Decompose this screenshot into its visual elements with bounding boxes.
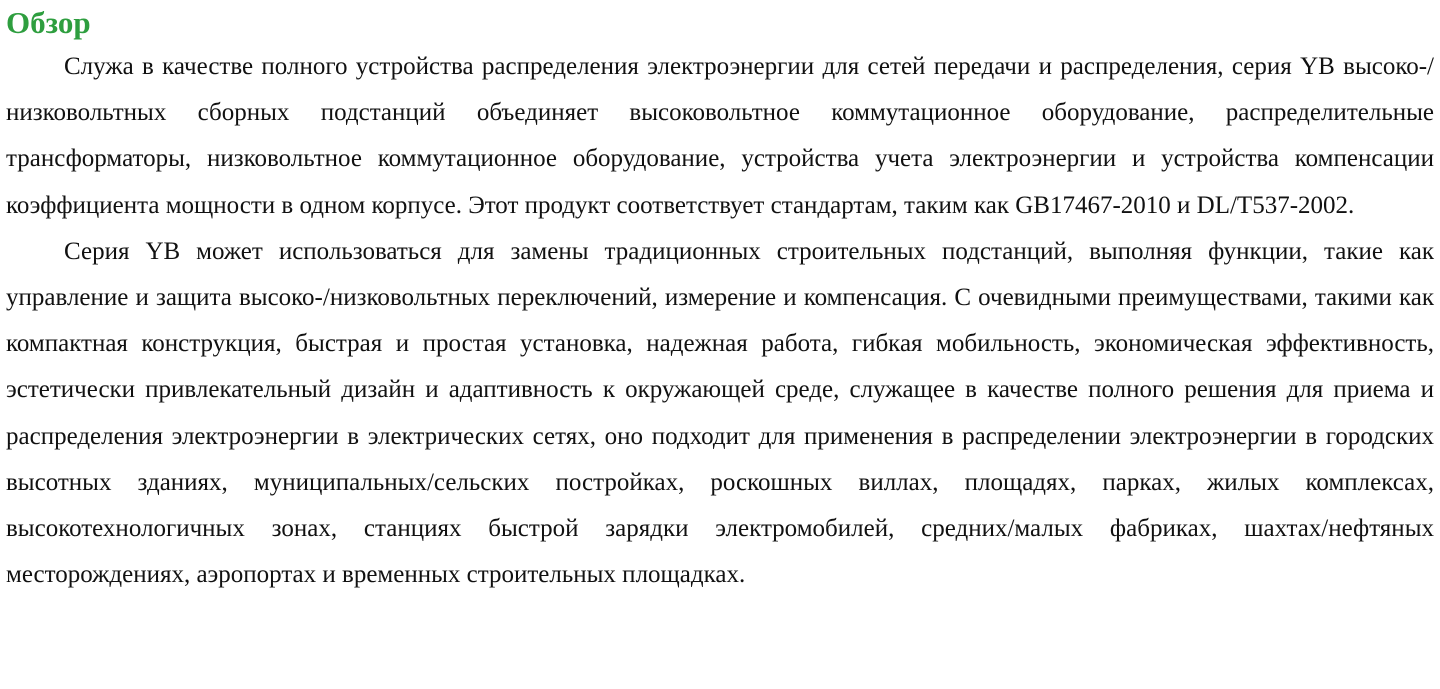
section-title: Обзор (6, 5, 91, 40)
paragraph-applications: Серия YB может использоваться для замены традиционных строительных подстанций, выполняя функции, такие как управление и защита высоко-/низковольтных переключений, измерение и компенсация. С очевидными преимуществами, такими как компактная конструкция, быстрая и простая установка, надежная работа, гибкая мобильность, экономическая эффективность, эстетически привлекательный дизайн и адаптивность к окружающей среде, служащее в качестве полного решения для приема и распределения электроэнергии в электрических сетях, оно подходит для применения в распределении электроэнергии в городских высотных зданиях, муниципальных/сельских постройках, роскошных виллах, площадях, парках, жилых комплексах, высокотехнологичных зонах, станциях быстрой зарядки электромобилей, средних/малых фабриках, шахтах/нефтяных месторождениях, аэропортах и временных строительных площадках. (6, 237, 1434, 589)
overview-section (6, 0, 1434, 598)
paragraph-intro: Служа в качестве полного устройства распределения электроэнергии для сетей передачи и распределения, серия YB высоко-/низковольтных сборных подстанций объединяет высоковольтное коммутационное оборудование, распределительные трансформаторы, низковольтное коммутационное оборудование, устройства учета электроэнергии и устройства компенсации коэффициента мощности в одном корпусе. Этот продукт соответствует стандартам, таким как GB17467-2010 и DL/T537-2002. (6, 53, 1434, 219)
